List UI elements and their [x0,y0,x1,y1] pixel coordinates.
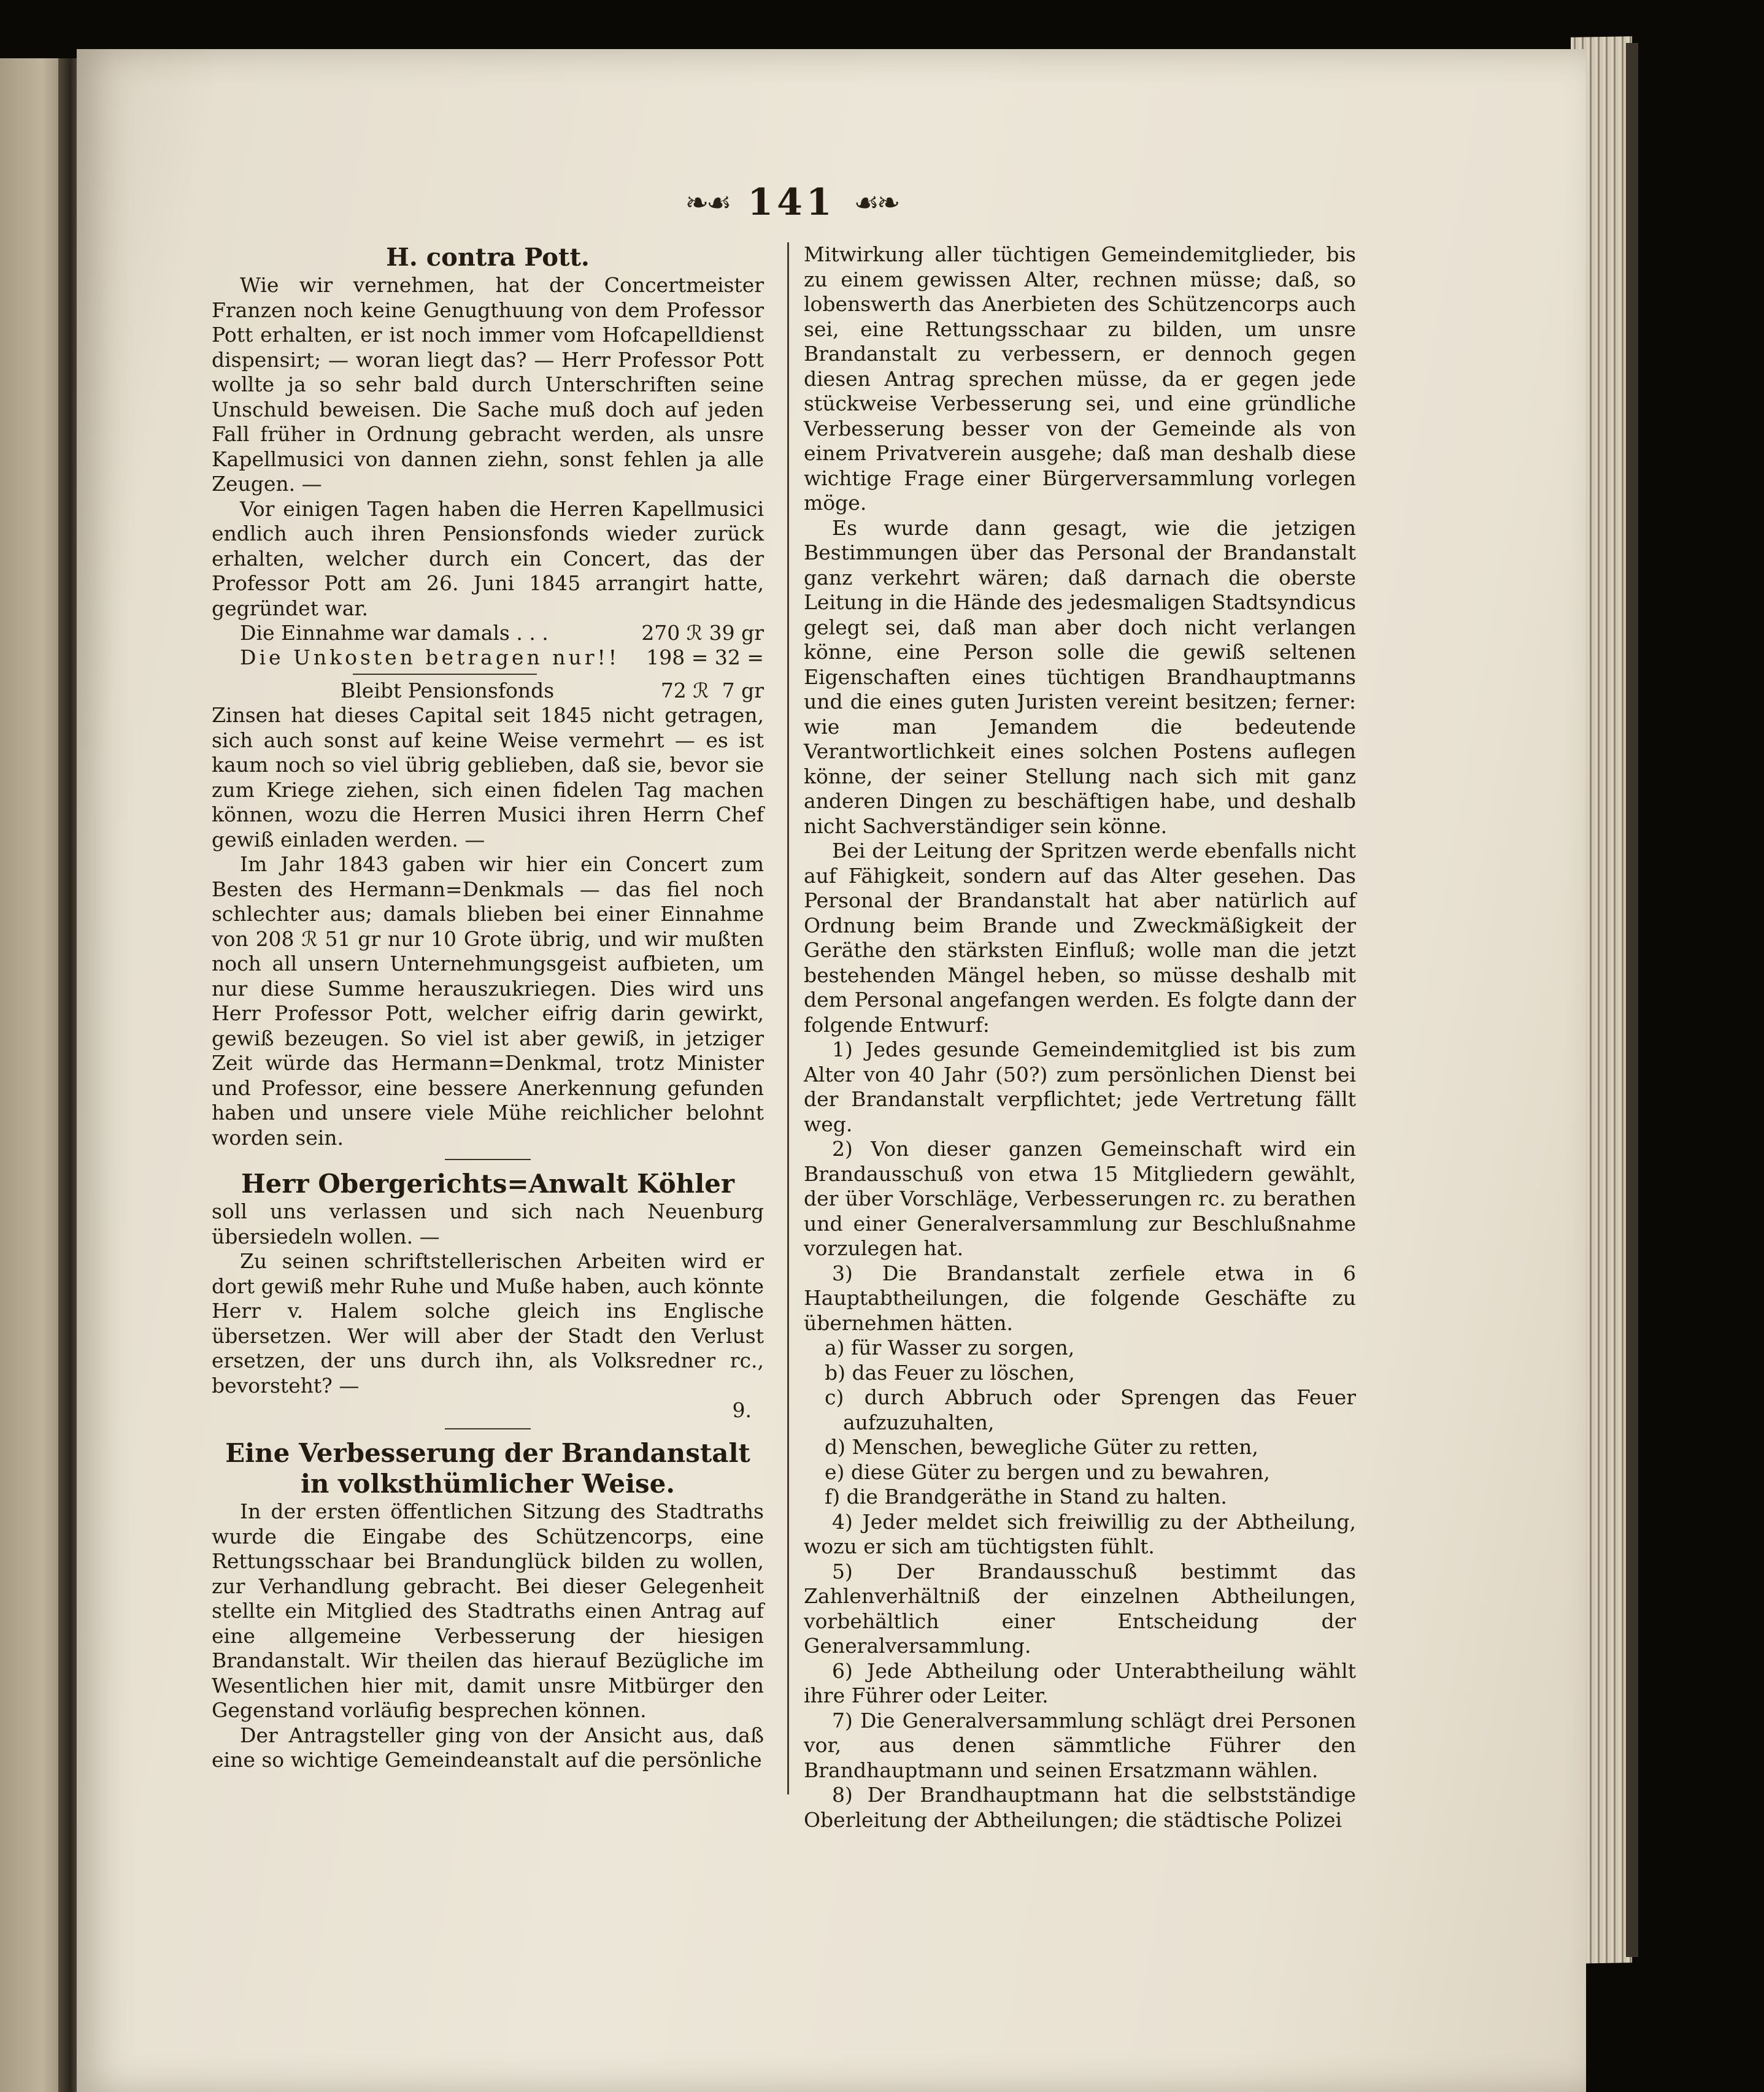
ledger-label: Bleibt Pensionsfonds [341,679,555,702]
page-number: 141 [747,181,836,224]
section-rule [445,1159,531,1160]
division-item: c) durch Abbruch oder Sprengen das Feuer aufzuzuhalten, [825,1385,1356,1434]
draft-point: 8) Der Brandhauptmann hat die selbstständige Oberleitung der Abtheilungen; die städtische Polizei [804,1783,1356,1832]
ledger-amount: 270 ℛ 39 gr [641,621,764,645]
draft-point: 1) Jedes gesunde Gemeindemitglied ist bis zum Alter von 40 Jahr (50?) zum persönlichen Dienst bei der Brandanstalt verpflichtet; jede Vertretung fällt weg. [804,1037,1356,1136]
column-divider [787,242,789,1794]
page-header [650,178,933,227]
article-paragraph: soll uns verlassen und sich nach Neuenburg übersiedeln wollen. — [212,1199,764,1248]
article-paragraph: In der ersten öffentlichen Sitzung des Stadtraths wurde die Eingabe des Schützencorps, eine Rettungsschaar bei Brandunglück bilden zu wollen, zur Verhandlung gebracht. Bei dieser Gelegenheit stellte ein Mitglied des Stadtraths einen Antrag auf eine allgemeine Verbesserung der hiesigen Brandanstalt. Wir theilen das hierauf Bezügliche im Wesentlichen hier mit, damit unsre Mitbürger den Gegenstand vorläufig besprechen können. [212,1499,764,1722]
article-title-koehler: Herr Obergerichts=Anwalt Köhler [241,1169,734,1199]
draft-point: 7) Die Generalversammlung schlägt drei Personen vor, aus denen sämmtliche Führer den Brandhauptmann und seinen Ersatzmann wählen. [804,1708,1356,1782]
ledger-label: Die Unkosten betragen nur!! [240,645,620,669]
section-rule [445,1428,531,1429]
draft-point: 6) Jede Abtheilung oder Unterabtheilung wählt ihre Führer oder Leiter. [804,1658,1356,1707]
draft-point: 2) Von dieser ganzen Gemeinschaft wird ein Brandausschuß von etwa 15 Mitgliedern gewählt, der über Vorschläge, Verbesserungen rc. zu berathen und einer Generalversammlung zur Beschlußnahme vorzulegen hat. [804,1137,1356,1260]
ledger-label: Die Einnahme war damals . . . [240,621,549,645]
division-item: f) die Brandgeräthe in Stand zu halten. [825,1485,1227,1509]
article-title-brandanstalt: Eine Verbesserung der Brandanstalt in volksthümlicher Weise. [225,1438,750,1499]
draft-point: 4) Jeder meldet sich freiwillig zu der Abtheilung, wozu er sich am tüchtigsten fühlt. [804,1509,1356,1558]
ledger-amount: 198 = 32 = [646,645,764,669]
right-column [804,242,1356,1832]
article-paragraph: Bei der Leitung der Spritzen werde ebenfalls nicht auf Fähigkeit, sondern auf das Alter gesehen. Das Personal der Brandanstalt hat aber natürlich auf Ordnung beim Brande und Zweckmäßigkeit der Geräthe den stärksten Einfluß; wolle man die jetzt bestehenden Mängel heben, so müsse deshalb mit dem Personal angefangen werden. Es folgte dann der folgende Entwurf: [804,839,1356,1037]
author-signature: 9. [732,1398,752,1422]
cover-edge [1626,43,1638,1957]
ledger-row [212,645,764,670]
signature-row [212,1398,764,1422]
article-paragraph: Zu seinen schriftstellerischen Arbeiten wird er dort gewiß mehr Ruhe und Muße haben, auch könnte Herr v. Halem solche gleich ins Englische übersetzen. Wer will aber der Stadt den Verlust ersetzen, der uns durch ihn, als Volksredner rc., bevorsteht? — [212,1249,764,1398]
article-paragraph: Im Jahr 1843 gaben wir hier ein Concert zum Besten des Hermann=Denkmals — das fiel noch schlechter aus; damals blieben bei einer Einnahme von 208 ℛ 51 gr nur 10 Grote übrig, und wir mußten noch all unsern Unternehmungsgeist aufbieten, um nur diese Summe herauszukriegen. Dies wird uns Herr Professor Pott, welcher eifrig darin gewirkt, gewiß bezeugen. So viel ist aber gewiß, in jetziger Zeit würde das Hermann=Denkmal, trotz Minister und Professor, eine bessere Anerkennung gefunden haben und unsere viele Mühe reichlicher belohnt worden sein. [212,852,764,1150]
ledger-table [212,621,764,703]
ledger-row [212,621,764,645]
ledger-row [212,679,764,703]
article-paragraph: Mitwirkung aller tüchtigen Gemeindemitglieder, bis zu einem gewissen Alter, rechnen müsse; daß, so lobenswerth das Anerbieten des Schützencorps auch sei, eine Rettungsschaar zu bilden, um unsre Brandanstalt zu verbessern, er dennoch gegen diesen Antrag sprechen müsse, da er gegen jede stückweise Verbesserung sei, und eine gründliche Verbesserung besser von der Gemeinde als von einem Privatverein ausgehe; daß man deshalb diese wichtige Frage einer Bürgerversammlung vorlegen möge. [804,242,1356,515]
ledger-amount: 72 ℛ 7 gr [660,679,764,702]
article-title-pott: H. contra Pott. [386,243,590,272]
draft-point: 5) Der Brandausschuß bestimmt das Zahlenverhältniß der einzelnen Abtheilungen, vorbehältlich einer Entscheidung der Generalversammlung. [804,1559,1356,1658]
article-paragraph: Zinsen hat dieses Capital seit 1845 nicht getragen, sich auch sonst auf keine Weise vermehrt — es ist kaum noch so viel übrig geblieben, daß sie, bevor sie zum Kriege ziehen, sich einen fidelen Tag machen können, wozu die Herren Musici ihren Herrn Chef gewiß einladen werden. — [212,703,764,852]
division-list [804,1336,1356,1510]
article-paragraph: Vor einigen Tagen haben die Herren Kapellmusici endlich auch ihren Pensionsfonds wieder zurück erhalten, welcher durch ein Concert, das der Professor Pott am 26. Juni 1845 arrangirt hatte, gegründet war. [212,496,764,620]
draft-point: 3) Die Brandanstalt zerfiele etwa in 6 Hauptabtheilungen, die folgende Geschäfte zu übernehmen hätten. [804,1261,1356,1335]
division-item: b) das Feuer zu löschen, [825,1360,1075,1385]
ledger-rule [353,674,537,675]
article-paragraph: Es wurde dann gesagt, wie die jetzigen Bestimmungen über das Personal der Brandanstalt ganz verkehrt wären; daß darnach die oberste Leitung in die Hände des jedesmaligen Stadtsyndicus gelegt sei, daß man aber doch nicht verlangen könne, eine Person solle die gewiß seltenen Eigenschaften eines tüchtigen Brandhauptmanns und die eines guten Juristen vereint besitzen; ferner: wie man Jemandem die bedeutende Verantwortlichkeit eines solchen Postens auflegen könne, der seiner Stellung nach sich mit ganz anderen Dingen zu beschäftigen habe, und deshalb nicht Sachverständiger sein könne. [804,515,1356,838]
ornament-right-icon: ☙❧ [853,186,898,219]
article-paragraph: Wie wir vernehmen, hat der Concertmeister Franzen noch keine Genugthuung von dem Professor Pott erhalten, er ist noch immer vom Hofcapelldienst dispensirt; — woran liegt das? — Herr Professor Pott wollte ja so sehr bald durch Unterschriften seine Unschuld beweisen. Die Sache muß doch auf jeden Fall früher in Ordnung gebracht werden, als unsre Kapellmusici von dannen ziehn, sonst fehlen ja alle Zeugen. — [212,273,764,496]
division-item: e) diese Güter zu bergen und zu bewahren, [825,1459,1270,1484]
left-column [212,242,764,1773]
article-paragraph: Der Antragsteller ging von der Ansicht aus, daß eine so wichtige Gemeindeanstalt auf die persönliche [212,1723,764,1772]
division-item: d) Menschen, bewegliche Güter zu retten, [825,1435,1258,1459]
division-item: a) für Wasser zu sorgen, [825,1336,1075,1359]
ornament-left-icon: ❧☙ [685,186,730,219]
